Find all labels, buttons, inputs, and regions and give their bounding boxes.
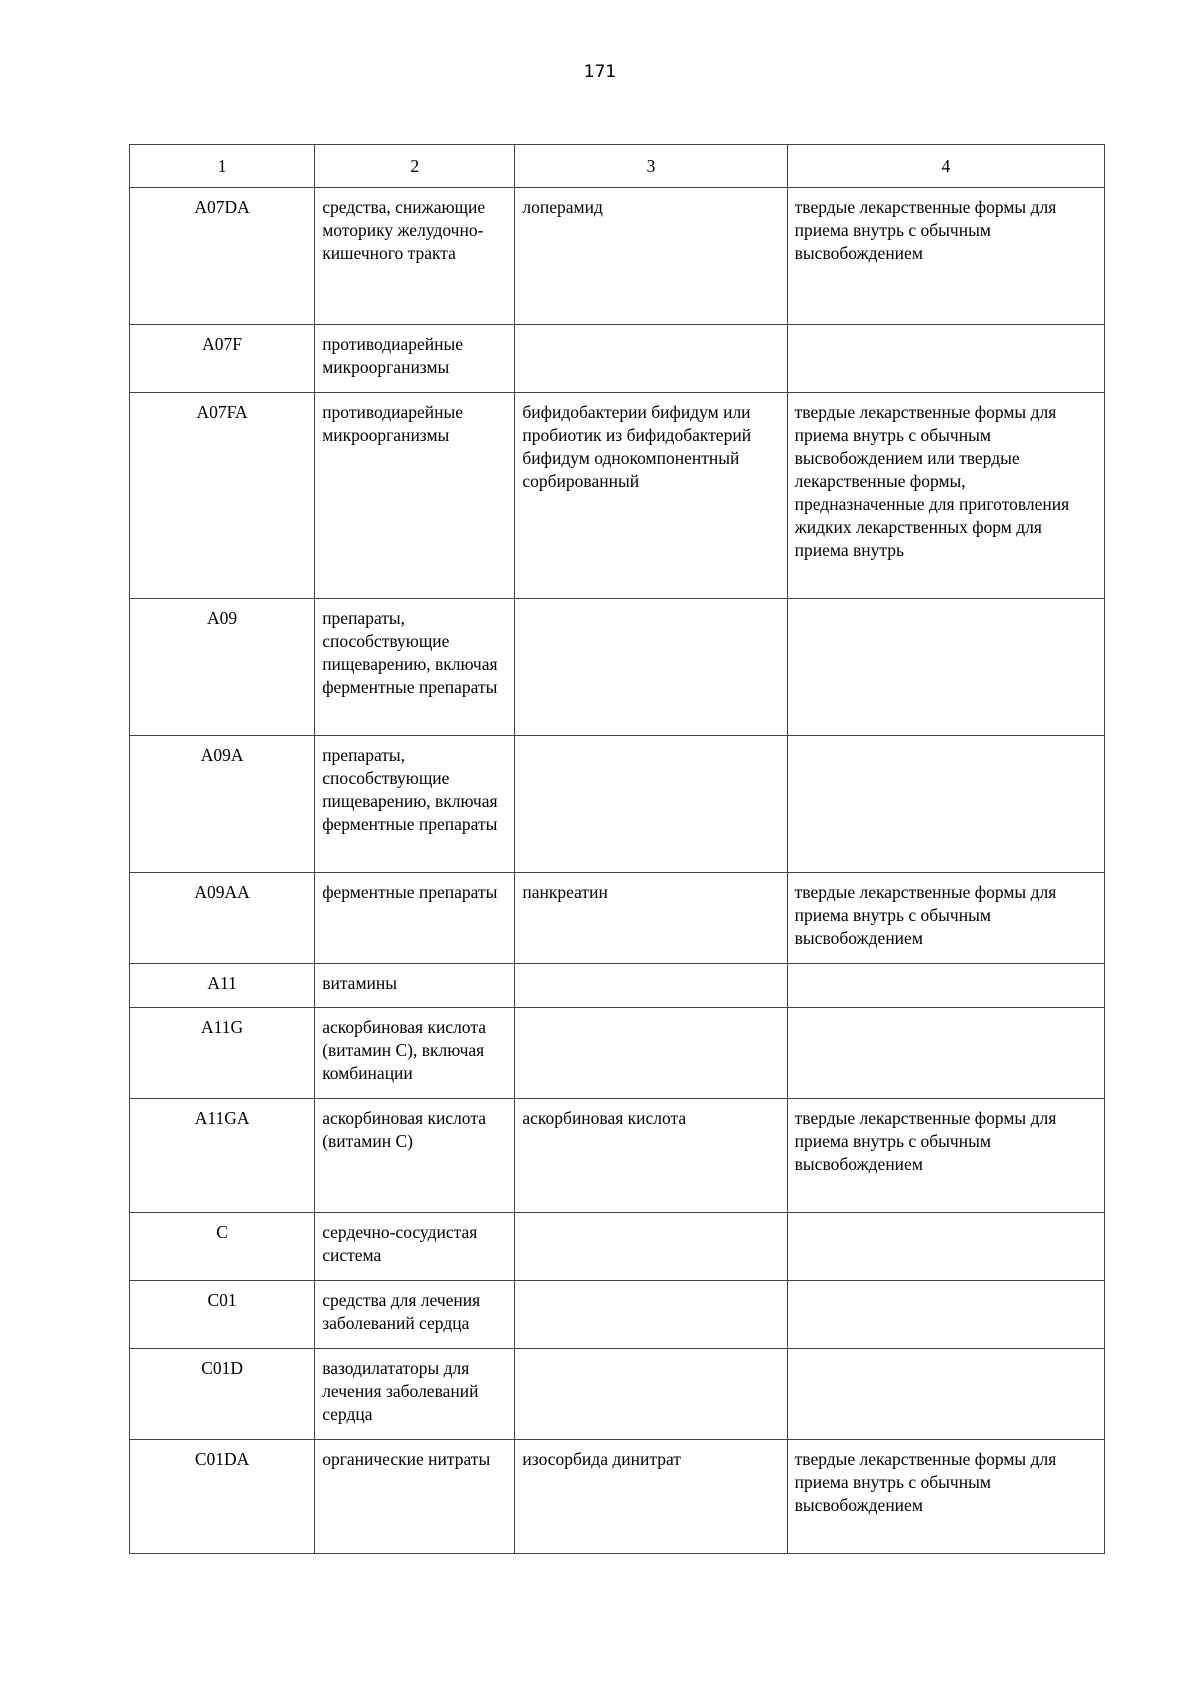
- atc-code-cell: C01DA: [130, 1440, 315, 1554]
- group-cell: вазодилататоры для лечения заболеваний сердца: [315, 1349, 515, 1440]
- drug-cell: [515, 1349, 787, 1440]
- drug-cell: бифидобактерии бифидум или пробиотик из бифидобактерий бифидум однокомпонентный сорбированный: [515, 393, 787, 599]
- group-cell: сердечно-сосудистая система: [315, 1213, 515, 1281]
- atc-code-cell: A11: [130, 964, 315, 1008]
- drug-cell: [515, 1213, 787, 1281]
- atc-code-cell: A07F: [130, 325, 315, 393]
- drug-cell: [515, 1008, 787, 1099]
- group-cell: аскорбиновая кислота (витамин C): [315, 1099, 515, 1213]
- drug-cell: [515, 1281, 787, 1349]
- dosage-form-cell: твердые лекарственные формы для приема внутрь с обычным высвобождением: [787, 873, 1104, 964]
- table-row: [130, 188, 1105, 325]
- drug-cell: [515, 325, 787, 393]
- atc-code-cell: C01D: [130, 1349, 315, 1440]
- table-row: [130, 1281, 1105, 1349]
- drug-table: [129, 144, 1105, 1554]
- table-row: [130, 325, 1105, 393]
- table-row: [130, 599, 1105, 736]
- dosage-form-cell: твердые лекарственные формы для приема внутрь с обычным высвобождением: [787, 188, 1104, 325]
- dosage-form-cell: твердые лекарственные формы для приема внутрь с обычным высвобождением: [787, 1099, 1104, 1213]
- dosage-form-cell: [787, 736, 1104, 873]
- drug-cell: [515, 599, 787, 736]
- atc-code-cell: A11GA: [130, 1099, 315, 1213]
- column-header-4: 4: [787, 145, 1104, 188]
- group-cell: аскорбиновая кислота (витамин C), включая комбинации: [315, 1008, 515, 1099]
- table-header-row: [130, 145, 1105, 188]
- drug-cell: [515, 964, 787, 1008]
- dosage-form-cell: [787, 1349, 1104, 1440]
- table-row: [130, 393, 1105, 599]
- drug-cell: аскорбиновая кислота: [515, 1099, 787, 1213]
- group-cell: противодиарейные микроорганизмы: [315, 393, 515, 599]
- page-number: 171: [583, 62, 617, 82]
- atc-code-cell: A07DA: [130, 188, 315, 325]
- atc-code-cell: C01: [130, 1281, 315, 1349]
- atc-code-cell: A09A: [130, 736, 315, 873]
- table-row: [130, 1008, 1105, 1099]
- dosage-form-cell: [787, 1281, 1104, 1349]
- dosage-form-cell: [787, 964, 1104, 1008]
- atc-code-cell: A07FA: [130, 393, 315, 599]
- table-row: [130, 1099, 1105, 1213]
- column-header-2: 2: [315, 145, 515, 188]
- drug-cell: лоперамид: [515, 188, 787, 325]
- dosage-form-cell: твердые лекарственные формы для приема внутрь с обычным высвобождением или твердые лекарственные формы, предназначенные для приготовления жидких лекарственных форм для приема внутрь: [787, 393, 1104, 599]
- table-row: [130, 873, 1105, 964]
- group-cell: ферментные препараты: [315, 873, 515, 964]
- table-row: [130, 1440, 1105, 1554]
- atc-code-cell: A11G: [130, 1008, 315, 1099]
- group-cell: органические нитраты: [315, 1440, 515, 1554]
- atc-code-cell: A09: [130, 599, 315, 736]
- drug-cell: изосорбида динитрат: [515, 1440, 787, 1554]
- column-header-3: 3: [515, 145, 787, 188]
- table-row: [130, 964, 1105, 1008]
- dosage-form-cell: твердые лекарственные формы для приема внутрь с обычным высвобождением: [787, 1440, 1104, 1554]
- drug-cell: панкреатин: [515, 873, 787, 964]
- group-cell: средства, снижающие моторику желудочно-кишечного тракта: [315, 188, 515, 325]
- group-cell: витамины: [315, 964, 515, 1008]
- dosage-form-cell: [787, 1008, 1104, 1099]
- atc-code-cell: A09AA: [130, 873, 315, 964]
- atc-code-cell: C: [130, 1213, 315, 1281]
- table-row: [130, 1349, 1105, 1440]
- table-row: [130, 736, 1105, 873]
- group-cell: препараты, способствующие пищеварению, включая ферментные препараты: [315, 599, 515, 736]
- dosage-form-cell: [787, 1213, 1104, 1281]
- dosage-form-cell: [787, 599, 1104, 736]
- drug-cell: [515, 736, 787, 873]
- group-cell: препараты, способствующие пищеварению, включая ферментные препараты: [315, 736, 515, 873]
- group-cell: противодиарейные микроорганизмы: [315, 325, 515, 393]
- dosage-form-cell: [787, 325, 1104, 393]
- column-header-1: 1: [130, 145, 315, 188]
- table-row: [130, 1213, 1105, 1281]
- group-cell: средства для лечения заболеваний сердца: [315, 1281, 515, 1349]
